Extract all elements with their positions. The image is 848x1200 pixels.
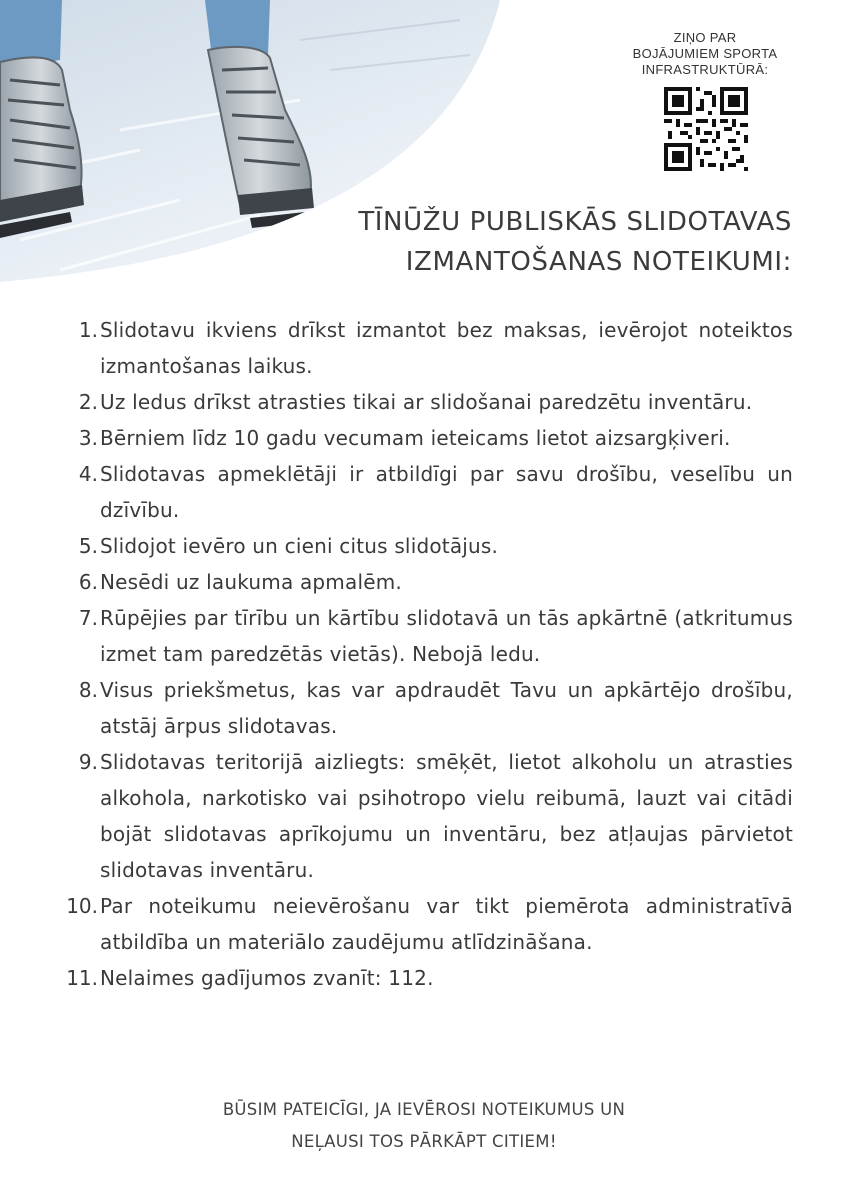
rule-text: Par noteikumu neievērošanu var tikt piemērota administratīvā atbildība un materiālo zaudējumu atlīdzināšana. [100, 894, 793, 954]
footer-line-1: BŪSIM PATEICĪGI, JA IEVĒROSI NOTEIKUMUS UN [222, 1100, 626, 1119]
list-item [56, 600, 793, 672]
list-item [56, 564, 793, 600]
rule-number: 7. [78, 606, 98, 630]
list-item [56, 744, 793, 888]
rule-text: Nesēdi uz laukuma apmalēm. [100, 570, 402, 594]
rule-number: 3. [78, 426, 98, 450]
rule-text: Nelaimes gadījumos zvanīt: 112. [100, 966, 434, 990]
rule-number: 11. [66, 966, 98, 990]
title-line-1: TĪNŪŽU PUBLISKĀS SLIDOTAVAS [358, 207, 792, 237]
rule-number: 10. [66, 894, 98, 918]
footer-message [0, 1094, 848, 1158]
report-line: ZIŅO PAR [673, 30, 737, 45]
rule-text: Bērniem līdz 10 gadu vecumam ieteicams lietot aizsargķiveri. [100, 426, 731, 450]
list-item [56, 960, 793, 996]
list-item [56, 384, 793, 420]
rule-number: 6. [78, 570, 98, 594]
footer-line-2: NEĻAUSI TOS PĀRKĀPT CITIEM! [291, 1132, 557, 1151]
list-item [56, 888, 793, 960]
list-item [56, 672, 793, 744]
list-item [56, 528, 793, 564]
qr-code-icon[interactable] [664, 87, 748, 171]
rule-text: Slidotavu ikviens drīkst izmantot bez maksas, ievērojot noteiktos izmantošanas laikus. [100, 318, 793, 378]
page-title [358, 202, 792, 282]
list-item [56, 312, 793, 384]
list-item [56, 456, 793, 528]
title-line-2: IZMANTOŠANAS NOTEIKUMI: [405, 247, 792, 277]
rule-text: Slidojot ievēro un cieni citus slidotājus. [100, 534, 499, 558]
report-damage-label [610, 30, 800, 78]
rule-text: Uz ledus drīkst atrasties tikai ar slidošanai paredzētu inventāru. [100, 390, 753, 414]
report-line: BOJĀJUMIEM SPORTA [632, 46, 778, 61]
rule-number: 2. [78, 390, 98, 414]
report-line: INFRASTRUKTŪRĀ: [641, 62, 769, 77]
rule-text: Slidotavas teritorijā aizliegts: smēķēt, lietot alkoholu un atrasties alkohola, narkotisko vai psihotropo vielu reibumā, lauzt vai citādi bojāt slidotavas aprīkojumu un inventāru, bez atļaujas pārvietot slidotavas inventāru. [100, 750, 793, 882]
rule-number: 4. [78, 462, 98, 486]
rule-text: Visus priekšmetus, kas var apdraudēt Tavu un apkārtējo drošību, atstāj ārpus slidotavas. [100, 678, 793, 738]
rules-list [56, 312, 793, 996]
rule-number: 8. [78, 678, 98, 702]
rule-text: Slidotavas apmeklētāji ir atbildīgi par savu drošību, veselību un dzīvību. [100, 462, 793, 522]
rule-number: 5. [78, 534, 98, 558]
rule-number: 1. [78, 318, 98, 342]
list-item [56, 420, 793, 456]
rule-text: Rūpējies par tīrību un kārtību slidotavā un tās apkārtnē (atkritumus izmet tam paredzētās vietās). Nebojā ledu. [100, 606, 793, 666]
rule-number: 9. [78, 750, 98, 774]
